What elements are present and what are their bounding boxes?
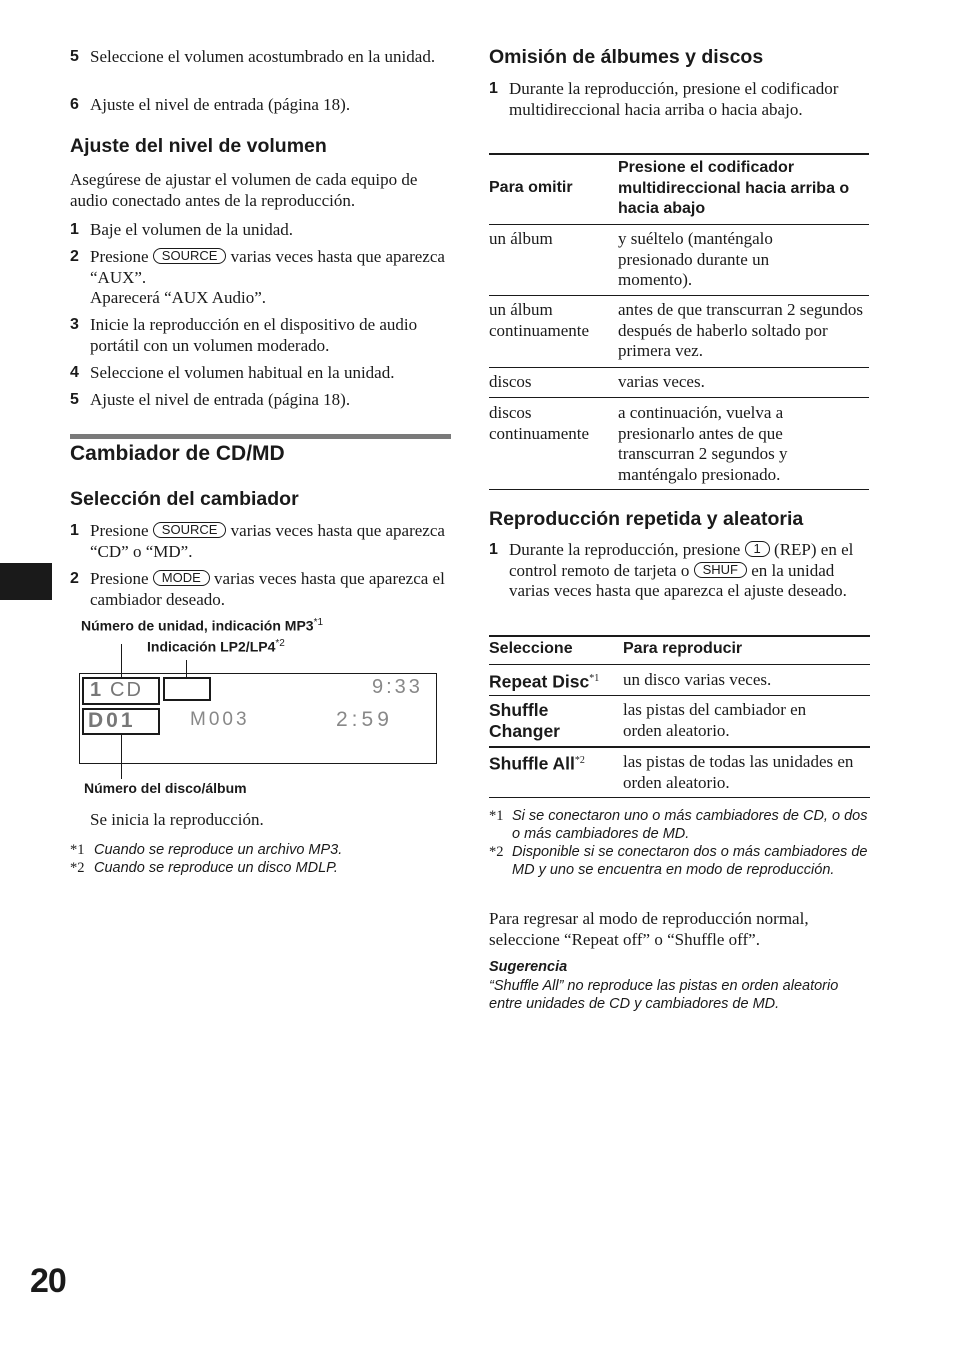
section-title: Cambiador de CD/MD: [70, 442, 285, 465]
table-rule: [489, 397, 869, 398]
table-cell: a continuación, vuelva a presionarlo antes de que transcurran 2 segundos y manténgalo presionado.: [618, 403, 788, 484]
table-rule: [489, 635, 870, 637]
selection-heading: Selección del cambiador: [70, 488, 299, 510]
table-header: Presione el codificador multidireccional hacia arriba o hacia abajo: [618, 159, 850, 217]
table-header: Para omitir: [489, 179, 573, 196]
table-rule: [489, 367, 869, 368]
tip-title: Sugerencia: [489, 959, 568, 975]
number-1-button: 1: [745, 541, 770, 557]
source-button: SOURCE: [153, 248, 227, 264]
display-clock-top: 9:33: [372, 676, 423, 698]
tip-text: “Shuffle All” no reproduce las pistas en orden aleatorio entre unidades de CD y cambiadores de MD.: [489, 978, 839, 1012]
table-cell: un álbum: [489, 229, 553, 248]
repeat-heading: Reproducción repetida y aleatoria: [489, 508, 804, 530]
table-cell: y suéltelo (manténgalo presionado durante un momento).: [618, 229, 773, 289]
table-rule: [489, 664, 870, 665]
table-rule: [489, 295, 869, 296]
lp-indicator-box: [163, 677, 211, 701]
display-unit-number: 1: [90, 679, 103, 701]
page-number: 20: [30, 1262, 66, 1300]
mode-button: MODE: [153, 570, 210, 586]
table-cell: Shuffle Changer: [489, 700, 560, 741]
display-cd-text: CD: [110, 679, 143, 701]
table-rule: [489, 489, 869, 490]
table-rule: [489, 224, 869, 225]
table-cell: un álbum continuamente: [489, 300, 590, 340]
volume-intro: Asegúrese de ajustar el volumen de cada equipo de audio conectado antes de la reproducción.: [70, 170, 418, 210]
section-tab-marker: [0, 563, 52, 600]
source-button: SOURCE: [153, 522, 227, 538]
label-lp-indication: Indicación LP2/LP4$^{*2}$: [147, 638, 285, 655]
table-cell: discos: [489, 372, 532, 391]
table-cell: varias veces.: [618, 372, 705, 391]
return-text: Para regresar al modo de reproducción normal, seleccione “Repeat off” o “Shuffle off”.: [489, 909, 809, 949]
display-disc-number: D01: [88, 709, 136, 732]
display-play-time: 2:59: [336, 708, 393, 731]
table-cell: las pistas de todas las unidades en orden aleatorio.: [623, 752, 854, 792]
table-cell: discos continuamente: [489, 403, 590, 443]
table-cell: un disco varias veces.: [623, 670, 772, 689]
table-rule: [489, 695, 870, 696]
section-rule: [70, 434, 451, 439]
display-track-number: M003: [190, 709, 250, 730]
table-header: Para reproducir: [623, 640, 743, 657]
leader-line: [121, 735, 122, 779]
label-unit-number: Número de unidad, indicación MP3$^{*1}$: [81, 617, 324, 634]
table-rule: [489, 746, 870, 748]
label-disc-number: Número del disco/álbum: [84, 780, 247, 796]
volume-heading: Ajuste del nivel de volumen: [70, 135, 327, 157]
table-rule: [489, 153, 869, 155]
table-rule: [489, 797, 870, 798]
table-header: Seleccione: [489, 640, 573, 657]
skip-heading: Omisión de álbumes y discos: [489, 46, 764, 68]
table-cell: las pistas del cambiador en orden aleatorio.: [623, 700, 807, 740]
table-cell: antes de que transcurran 2 segundos después de haberlo soltado por primera vez.: [618, 300, 864, 360]
table-cell: Repeat Disc$^{*1}$: [489, 671, 600, 692]
playback-start-text: Se inicia la reproducción.: [90, 810, 264, 829]
table-cell: Shuffle All$^{*2}$: [489, 753, 585, 774]
shuf-button: SHUF: [694, 562, 747, 578]
